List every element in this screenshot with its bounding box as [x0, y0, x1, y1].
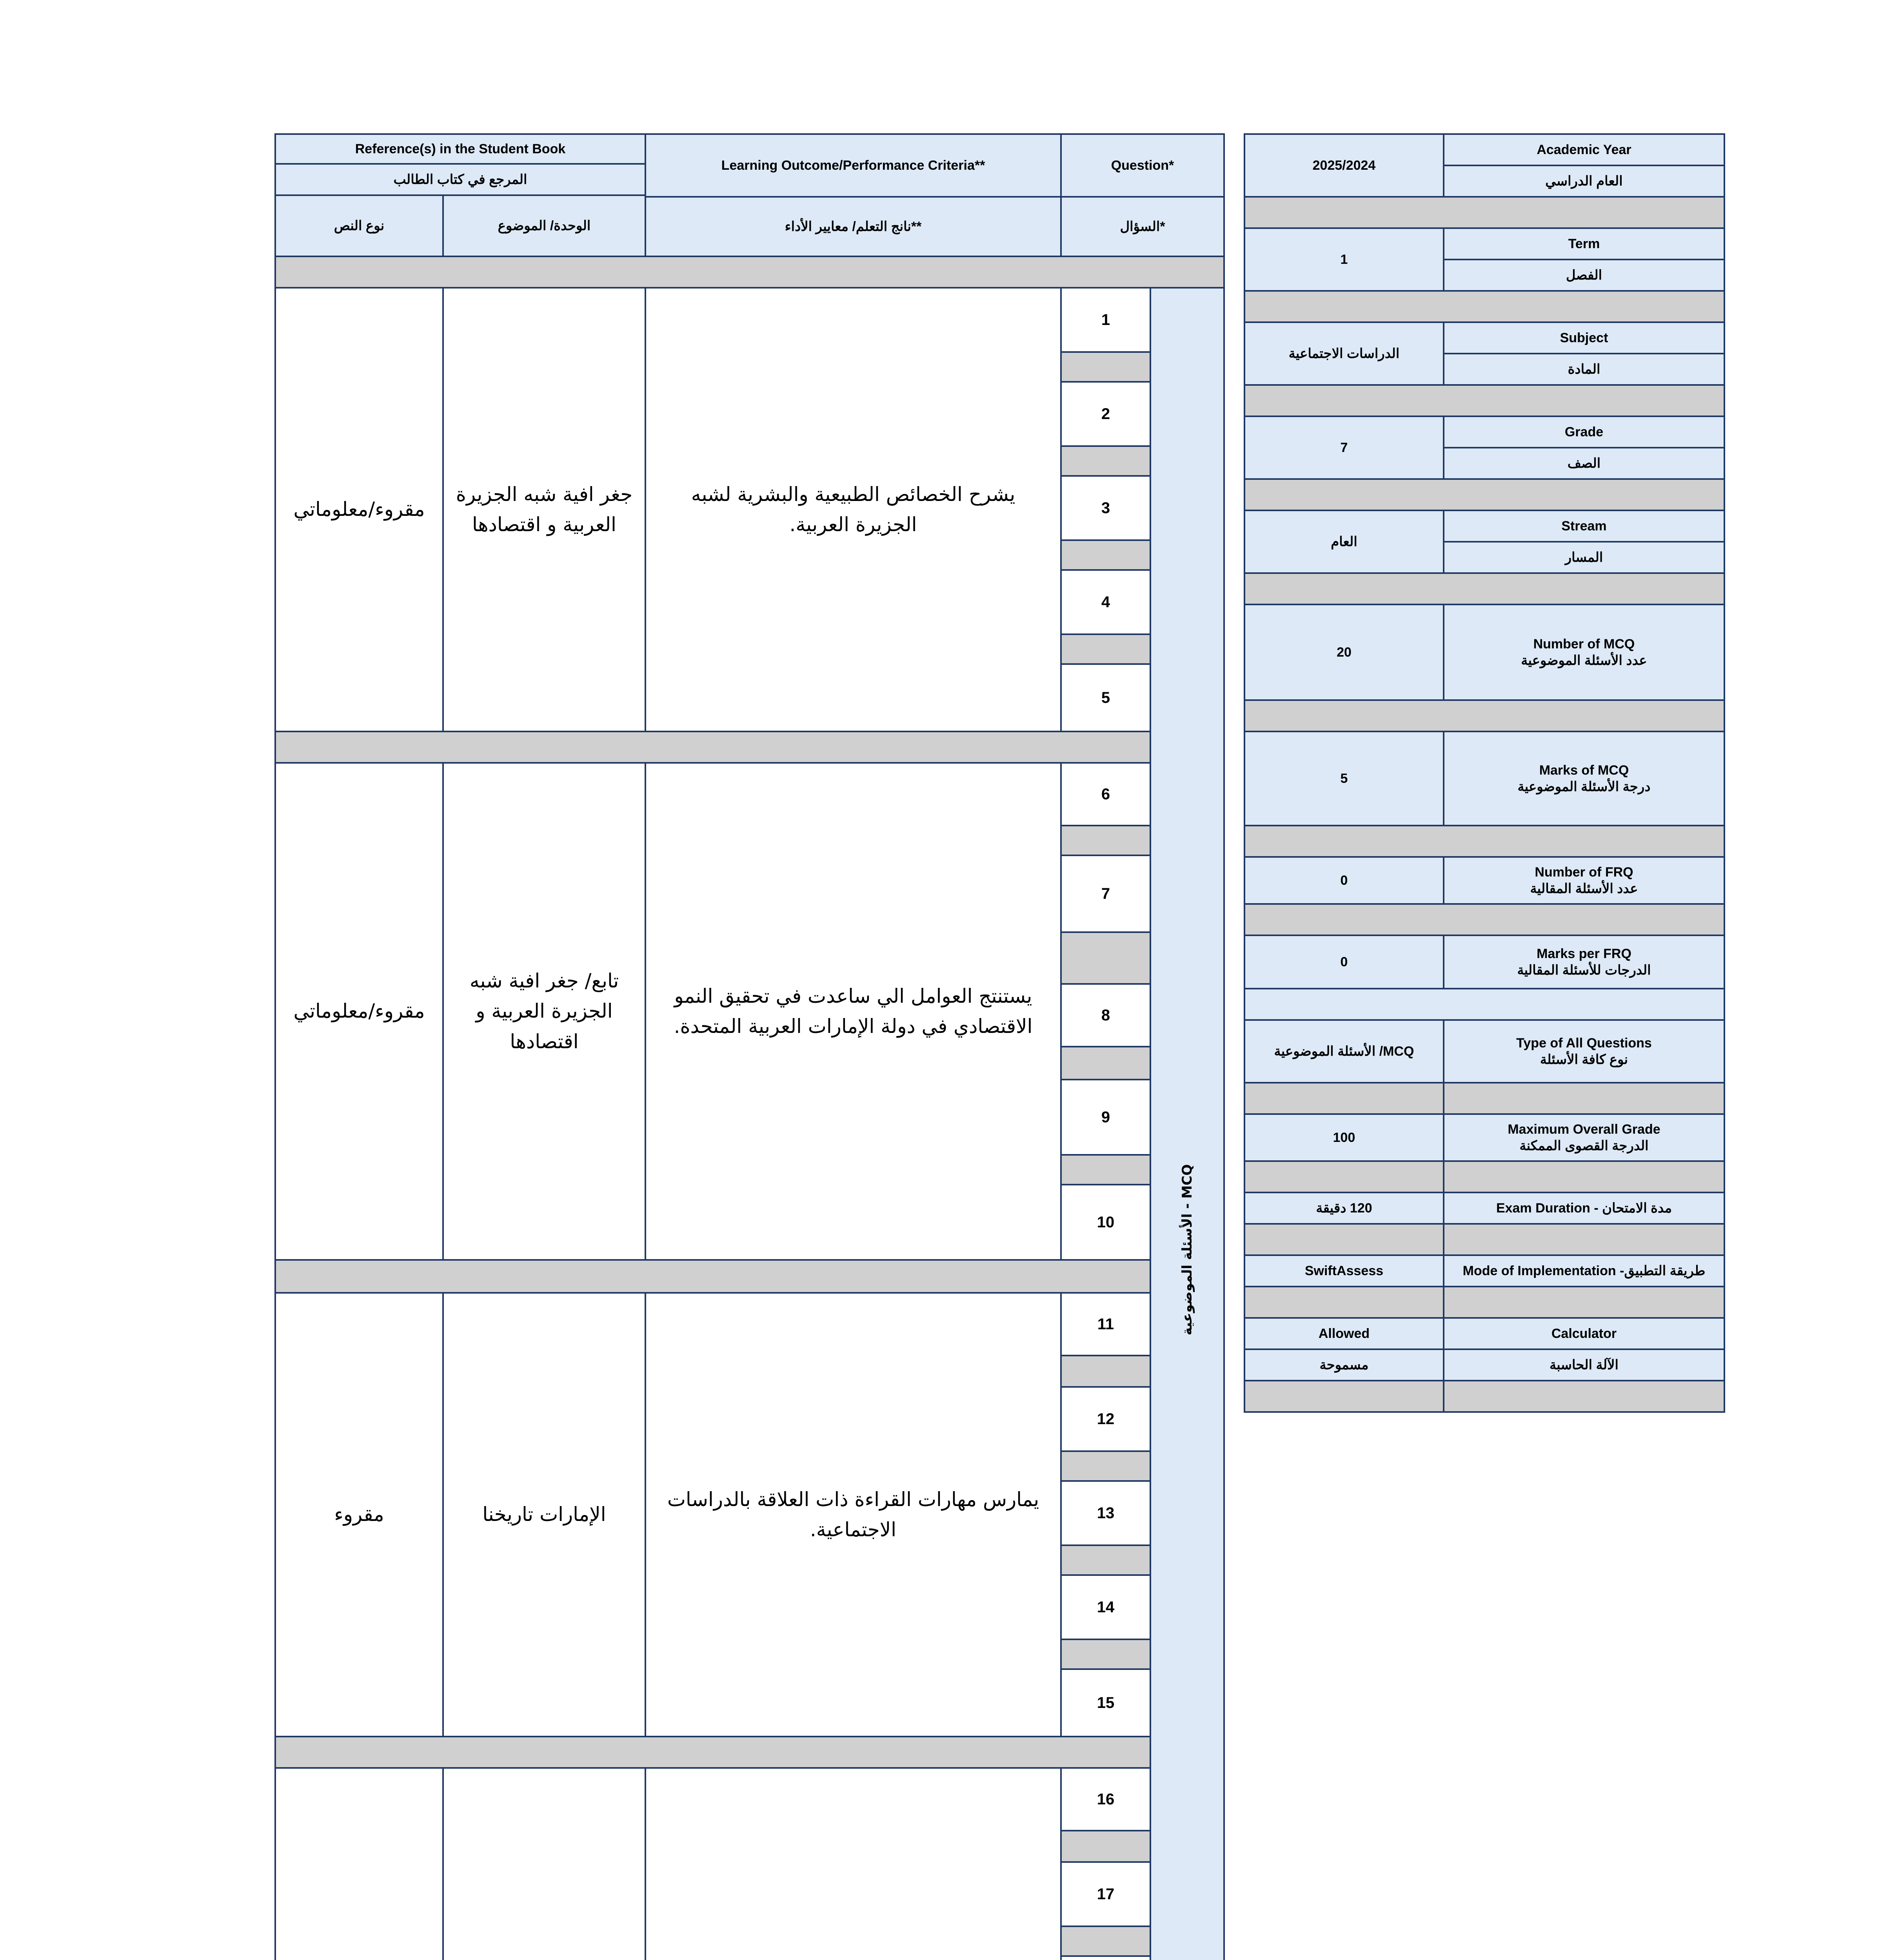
- question-gap: [1060, 825, 1151, 856]
- question-gap: [1060, 539, 1151, 571]
- separator-row: [1244, 572, 1725, 605]
- question-number: [1060, 1955, 1151, 1960]
- question-gap: [1060, 1544, 1151, 1576]
- question-number: 8: [1060, 983, 1151, 1047]
- marks-frq-label: [1443, 935, 1725, 989]
- subject-label-en: Subject: [1443, 321, 1725, 354]
- question-number: 9: [1060, 1079, 1151, 1156]
- main-table: [274, 133, 1225, 1960]
- group4-unit: [442, 1767, 646, 1960]
- num-mcq-label: [1443, 604, 1725, 701]
- question-number: 15: [1060, 1668, 1151, 1737]
- stream-label-en: Stream: [1443, 510, 1725, 543]
- separator-row: [1443, 1082, 1725, 1115]
- separator-row: [1443, 1160, 1725, 1193]
- info-panel: [1244, 133, 1725, 1435]
- separator-row: [274, 1736, 1151, 1769]
- num-frq-value: 0: [1244, 856, 1444, 905]
- separator-row: [1443, 1286, 1725, 1319]
- spacer-row: [1244, 988, 1725, 1021]
- question-number: 13: [1060, 1480, 1151, 1546]
- max-grade-value: 100: [1244, 1113, 1444, 1162]
- separator-row: [1244, 1082, 1444, 1115]
- separator-row: [274, 1259, 1151, 1294]
- marks-frq-label-en: Marks per FRQ: [1537, 946, 1631, 961]
- question-gap: [1060, 1154, 1151, 1185]
- header-question-ar: السؤال*: [1060, 196, 1225, 257]
- separator-row: [1244, 478, 1725, 511]
- question-gap: [1060, 1639, 1151, 1670]
- duration-label: مدة الامتحان - Exam Duration: [1443, 1192, 1725, 1225]
- mode-label: طريقة التطبيق- Mode of Implementation: [1443, 1254, 1725, 1287]
- question-number: 1: [1060, 287, 1151, 353]
- separator-row: [274, 256, 1225, 289]
- num-mcq-label-ar: عدد الأسئلة الموضوعية: [1521, 653, 1647, 668]
- separator-row: [1244, 196, 1725, 229]
- header-ref-ar: المرجع في كتاب الطالب: [274, 163, 646, 196]
- question-gap: [1060, 445, 1151, 477]
- calculator-value-ar: مسموحة: [1244, 1348, 1444, 1381]
- group1-text-type: مقروء/معلوماتي: [274, 287, 444, 732]
- question-gap: [1060, 633, 1151, 665]
- question-number: 14: [1060, 1574, 1151, 1640]
- question-number: 3: [1060, 475, 1151, 541]
- academic-year-value: 2025/2024: [1244, 133, 1444, 198]
- separator-row: [1244, 903, 1725, 936]
- question-gap: [1060, 1046, 1151, 1080]
- question-number: 7: [1060, 855, 1151, 933]
- question-number: 16: [1060, 1767, 1151, 1831]
- calculator-label-en: Calculator: [1443, 1317, 1725, 1350]
- num-frq-label-en: Number of FRQ: [1535, 864, 1633, 880]
- question-number: 11: [1060, 1292, 1151, 1356]
- duration-value: 120 دقيقة: [1244, 1192, 1444, 1225]
- type-all-label: [1443, 1019, 1725, 1083]
- group1-unit: جغر افية شبه الجزيرة العربية و اقتصادها: [442, 287, 646, 732]
- group2-text-type: مقروء/معلوماتي: [274, 762, 444, 1261]
- separator-row: [1244, 290, 1725, 323]
- group3-outcome: يمارس مهارات القراءة ذات العلاقة بالدراسات الاجتماعية.: [645, 1292, 1062, 1737]
- group4-text-type: [274, 1767, 444, 1960]
- subject-value: الدراسات الاجتماعية: [1244, 321, 1444, 386]
- group4-outcome: [645, 1767, 1062, 1960]
- question-gap: [1060, 931, 1151, 985]
- marks-mcq-label: [1443, 731, 1725, 826]
- grade-value: 7: [1244, 416, 1444, 480]
- marks-mcq-value: 5: [1244, 731, 1444, 826]
- question-gap: [1060, 1926, 1151, 1957]
- term-label-ar: الفصل: [1443, 259, 1725, 292]
- grade-label-en: Grade: [1443, 416, 1725, 448]
- mcq-section-label: الأسئلة الموضوعية - MCQ: [1179, 1164, 1195, 1336]
- calculator-label-ar: الآلة الحاسبة: [1443, 1348, 1725, 1381]
- question-gap: [1060, 351, 1151, 383]
- header-unit-topic: الوحدة/ الموضوع: [442, 194, 646, 257]
- separator-row: [1244, 699, 1725, 732]
- num-frq-label: [1443, 856, 1725, 905]
- header-outcome-en: Learning Outcome/Performance Criteria**: [645, 133, 1062, 198]
- question-number: 10: [1060, 1184, 1151, 1261]
- separator-row: [1443, 1223, 1725, 1256]
- question-number: 5: [1060, 663, 1151, 732]
- max-grade-label-en: Maximum Overall Grade: [1508, 1122, 1660, 1137]
- group3-text-type: مقروء: [274, 1292, 444, 1737]
- term-value: 1: [1244, 227, 1444, 292]
- marks-frq-value: 0: [1244, 935, 1444, 989]
- separator-row: [1443, 1380, 1725, 1413]
- question-number: 6: [1060, 762, 1151, 826]
- header-outcome-ar: نانج التعلم/ معايير الأداء**: [645, 196, 1062, 257]
- separator-row: [1244, 825, 1725, 858]
- separator-row: [1244, 1286, 1444, 1319]
- question-number: 17: [1060, 1861, 1151, 1927]
- question-number: 4: [1060, 569, 1151, 635]
- separator-row: [1244, 384, 1725, 417]
- separator-row: [274, 731, 1151, 764]
- header-text-type: نوع النص: [274, 194, 444, 257]
- mcq-section-column: [1150, 287, 1225, 1960]
- type-all-label-en: Type of All Questions: [1516, 1035, 1652, 1051]
- separator-row: [1244, 1380, 1444, 1413]
- stream-value: العام: [1244, 510, 1444, 574]
- subject-label-ar: المادة: [1443, 353, 1725, 386]
- separator-row: [1244, 1160, 1444, 1193]
- group3-unit: الإمارات تاريخنا: [442, 1292, 646, 1737]
- marks-mcq-label-ar: درجة الأسئلة الموضوعية: [1517, 779, 1651, 794]
- separator-row: [1244, 1223, 1444, 1256]
- group1-outcome: يشرح الخصائص الطبيعية والبشرية لشبه الجزيرة العربية.: [645, 287, 1062, 732]
- question-gap: [1060, 1450, 1151, 1482]
- question-number: 2: [1060, 381, 1151, 447]
- question-gap: [1060, 1830, 1151, 1863]
- marks-mcq-label-en: Marks of MCQ: [1539, 762, 1629, 778]
- marks-frq-label-ar: الدرجات للأسئلة المقالية: [1517, 963, 1651, 978]
- stream-label-ar: المسار: [1443, 541, 1725, 574]
- term-label-en: Term: [1443, 227, 1725, 260]
- num-mcq-label-en: Number of MCQ: [1533, 636, 1635, 652]
- header-question-en: Question*: [1060, 133, 1225, 198]
- max-grade-label: [1443, 1113, 1725, 1162]
- grade-label-ar: الصف: [1443, 447, 1725, 480]
- academic-year-label-en: Academic Year: [1443, 133, 1725, 166]
- group2-outcome: يستنتج العوامل الي ساعدت في تحقيق النمو الاقتصادي في دولة الإمارات العربية المتحدة.: [645, 762, 1062, 1261]
- question-gap: [1060, 1355, 1151, 1388]
- question-number: 12: [1060, 1386, 1151, 1452]
- type-all-value: MCQ/ الأسئلة الموضوعية: [1244, 1019, 1444, 1083]
- group2-unit: تابع/ جغر افية شبه الجزيرة العربية و اقتصادها: [442, 762, 646, 1261]
- type-all-label-ar: نوع كافة الأسئلة: [1540, 1052, 1628, 1067]
- header-ref-en: Reference(s) in the Student Book: [274, 133, 646, 165]
- academic-year-label-ar: العام الدراسي: [1443, 165, 1725, 198]
- num-frq-label-ar: عدد الأسئلة المقالية: [1530, 881, 1638, 896]
- max-grade-label-ar: الدرجة القصوى الممكنة: [1519, 1138, 1649, 1153]
- calculator-value-en: Allowed: [1244, 1317, 1444, 1350]
- mode-value: SwiftAssess: [1244, 1254, 1444, 1287]
- num-mcq-value: 20: [1244, 604, 1444, 701]
